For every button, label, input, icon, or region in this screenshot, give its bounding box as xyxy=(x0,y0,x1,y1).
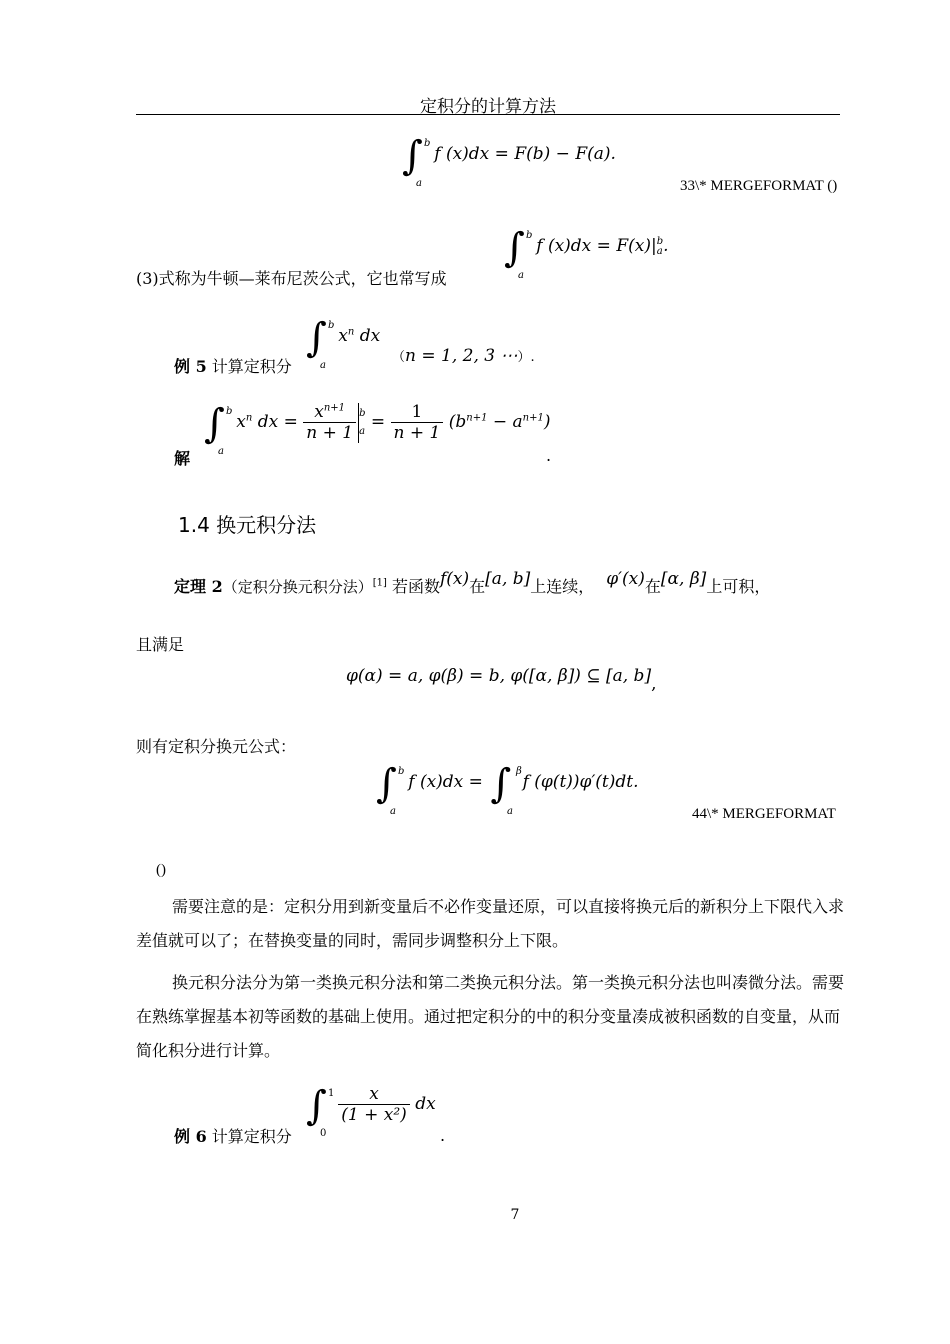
equation-3-alt-period: . xyxy=(663,236,669,256)
theorem-2-in: 在 xyxy=(644,577,661,596)
paragraph-substitution xyxy=(136,966,848,1068)
equation-4 xyxy=(376,761,639,824)
integral-sign: ∫ xyxy=(306,315,327,361)
condition-expression: n = 1, 2, 3 ⋯ xyxy=(405,346,518,366)
equation-4-tag-cont: () xyxy=(156,862,166,878)
fraction-antiderivative xyxy=(303,402,356,443)
integral-sign: ∫ xyxy=(490,761,512,807)
example-6-period: . xyxy=(440,1126,446,1145)
condition-close-paren: ）. xyxy=(517,350,535,365)
header-rule xyxy=(136,114,840,115)
equation-4-rhs: f (φ(t))φ′(t)dt. xyxy=(522,772,639,792)
integrand-exponent: n xyxy=(347,326,355,338)
example-5-condition xyxy=(392,346,535,366)
integrand-base: x xyxy=(338,326,348,346)
integral-sign: ∫ xyxy=(204,401,225,447)
running-header: 定积分的计算方法 xyxy=(420,97,556,117)
example-5-label: 例 5 xyxy=(174,357,207,376)
integral-upper-limit: b xyxy=(226,406,233,417)
integrand-fraction xyxy=(338,1084,410,1125)
integral-lower-limit: a xyxy=(518,270,524,281)
condition-formula xyxy=(346,666,657,694)
integral-upper-limit: b xyxy=(328,320,335,331)
eval-bar-lower: a xyxy=(656,245,663,257)
fraction-denominator: n + 1 xyxy=(306,423,354,443)
equation-3 xyxy=(402,133,616,189)
theorem-2-in: 在 xyxy=(469,577,486,596)
integral-upper-limit: b xyxy=(398,766,405,777)
integral-upper-limit: β xyxy=(516,766,522,777)
paragraph-substitution-text: 换元积分法分为第一类换元积分法和第二类换元积分法。第一类换元积分法也叫凑微分法。需要在熟练掌握基本初等函数的基础上使用。通过把定积分的中的积分变量凑成被积函数的自变量，从而简化积分进行计算。 xyxy=(136,973,845,1060)
example-5-text: 计算定积分 xyxy=(206,357,292,376)
difference-open: (b xyxy=(448,412,467,432)
section-title: 1.4 换元积分法 xyxy=(178,513,317,537)
fraction-coefficient xyxy=(391,402,444,443)
theorem-2-text: 若函数 xyxy=(386,577,440,596)
solution-5-formula xyxy=(204,401,551,464)
theorem-2-label: 定理 2 xyxy=(174,577,223,596)
difference-minus: − a xyxy=(487,412,523,432)
integral-lower-limit: a xyxy=(320,360,326,371)
equation-4-lhs: f (x)dx = xyxy=(408,772,483,792)
example-6 xyxy=(174,1124,292,1147)
condition-expression: φ(α) = a, φ(β) = b, φ([α, β]) ⊆ [a, b] xyxy=(346,666,652,686)
difference-close: ) xyxy=(543,412,551,432)
theorem-2-paren: （定积分换元积分法） xyxy=(222,578,373,596)
example-6-integral xyxy=(306,1083,436,1146)
fraction-numerator: 1 xyxy=(391,402,444,423)
example-6-label: 例 6 xyxy=(174,1127,207,1146)
fraction-denominator: n + 1 xyxy=(393,423,441,443)
example-5 xyxy=(174,354,292,377)
integral-lower-limit: a xyxy=(507,806,513,817)
paragraph-note-text: 需要注意的是：定积分用到新变量后不必作变量还原，可以直接将换元后的新积分上下限代入求差值就可以了；在替换变量的同时，需同步调整积分上下限。 xyxy=(136,897,845,950)
eval-bar-upper: b xyxy=(359,407,366,419)
integral-sign: ∫ xyxy=(376,761,397,807)
example-5-integral xyxy=(306,315,381,371)
theorem-2-continuous: 上连续， xyxy=(530,577,595,596)
paragraph-note xyxy=(136,890,848,958)
integrand-differential: dx xyxy=(409,1094,436,1114)
equals-sign: = xyxy=(365,412,391,432)
example-6-text: 计算定积分 xyxy=(206,1127,292,1146)
solution-lhs-base: x xyxy=(236,412,246,432)
equation-4-tag: 44\* MERGEFORMAT xyxy=(692,806,836,822)
theorem-2-phi: φ′(x) xyxy=(606,569,645,589)
integral-lower-limit: a xyxy=(390,806,396,817)
fraction-denominator: (1 + x²) xyxy=(341,1105,407,1125)
equation-3-tag: 33\* MERGEFORMAT () xyxy=(680,178,838,194)
page-number: 7 xyxy=(510,1207,520,1223)
equation-3-body: f (x)dx = F(b) − F(a). xyxy=(434,144,616,164)
theorem-2-interval-alphabeta: [α, β] xyxy=(660,569,707,589)
solution-5-label: 解 xyxy=(174,449,191,468)
fraction-numerator: x xyxy=(314,402,324,422)
integral-sign: ∫ xyxy=(504,225,525,271)
fraction-numerator-exponent: n+1 xyxy=(323,402,346,414)
integral-lower-limit: 0 xyxy=(320,1128,327,1139)
condition-open-paren: （ xyxy=(392,350,406,365)
theorem-2-interval-ab: [a, b] xyxy=(485,569,531,589)
fraction-numerator: x xyxy=(338,1084,410,1105)
citation-1: [1] xyxy=(372,577,387,589)
difference-exponent-2: n+1 xyxy=(522,412,544,424)
satisfy-text: 且满足 xyxy=(136,635,185,654)
integral-upper-limit: b xyxy=(424,138,431,149)
integral-sign: ∫ xyxy=(402,133,423,179)
integral-upper-limit: b xyxy=(526,230,533,241)
difference-exponent-1: n+1 xyxy=(466,412,488,424)
integrand-differential: dx xyxy=(354,326,381,346)
formula-intro: 则有定积分换元公式： xyxy=(136,737,297,756)
eq3-note: (3)式称为牛顿—莱布尼茨公式，它也常写成 xyxy=(136,269,447,288)
integral-lower-limit: a xyxy=(218,446,224,457)
equation-3-alt-body: f (x)dx = F(x)| xyxy=(536,236,657,256)
solution-5-period: . xyxy=(546,446,552,465)
eval-bar-lower: a xyxy=(359,425,366,437)
integral-lower-limit: a xyxy=(416,178,422,189)
eval-bar-upper: b xyxy=(656,235,664,247)
equation-3-alt xyxy=(504,225,669,281)
theorem-2-integrable: 上可积， xyxy=(706,577,771,596)
solution-lhs-exponent: n xyxy=(245,412,253,424)
integral-upper-limit: 1 xyxy=(328,1088,335,1099)
solution-lhs-tail: dx = xyxy=(252,412,298,432)
condition-comma: , xyxy=(651,674,657,694)
integral-sign: ∫ xyxy=(306,1083,327,1129)
theorem-2-fx: f(x) xyxy=(440,569,470,589)
theorem-2 xyxy=(174,569,771,597)
